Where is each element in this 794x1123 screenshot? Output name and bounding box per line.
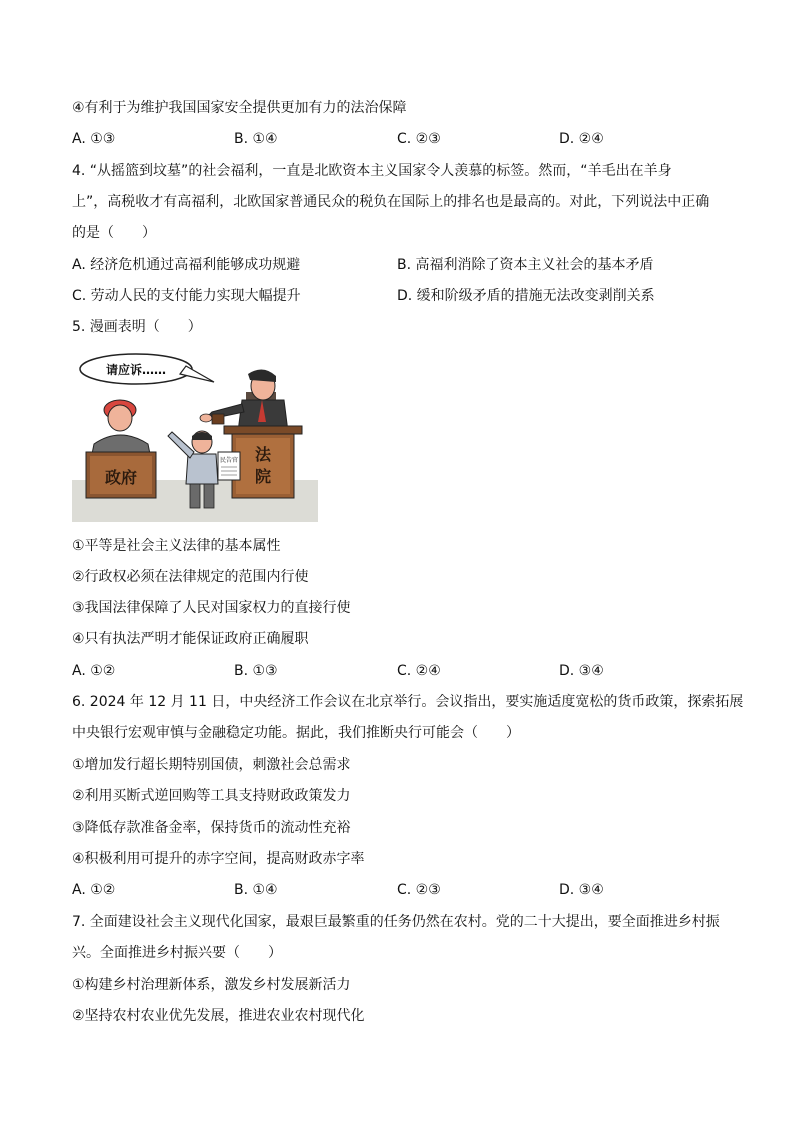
q6-option-b[interactable]: B. ①④	[234, 882, 278, 898]
court-label-line-1: 法	[254, 445, 272, 464]
q4-stem-line-3: 的是（ ）	[72, 225, 156, 241]
q5-item-2: ②行政权必须在法律规定的范围内行使	[72, 569, 309, 585]
q4-options-row-1	[72, 255, 732, 275]
q5-option-a[interactable]: A. ①②	[72, 663, 116, 679]
government-label: 政府	[104, 468, 138, 487]
q5-item-4: ④只有执法严明才能保证政府正确履职	[72, 631, 309, 647]
q6-option-c[interactable]: C. ②③	[397, 882, 441, 898]
q3-option-b[interactable]: B. ①④	[234, 131, 278, 147]
q4-option-c[interactable]: C. 劳动人民的支付能力实现大幅提升	[72, 288, 301, 304]
q5-item-3: ③我国法律保障了人民对国家权力的直接行使	[72, 600, 351, 616]
q6-item-4: ④积极利用可提升的赤字空间，提高财政赤字率	[72, 851, 365, 867]
q4-stem-line-2: 上”，高税收才有高福利，北欧国家普通民众的税负在国际上的排名也是最高的。对此，下列说法中正确	[72, 194, 710, 210]
q5-option-b[interactable]: B. ①③	[234, 663, 278, 679]
q7-stem-line-1: 7. 全面建设社会主义现代化国家，最艰巨最繁重的任务仍然在农村。党的二十大提出，要全面推进乡村振	[72, 914, 720, 930]
q5-options	[72, 661, 732, 681]
court-label-line-2: 院	[254, 467, 272, 486]
q7-item-1: ①构建乡村治理新体系，激发乡村发展新活力	[72, 977, 351, 993]
q6-item-1: ①增加发行超长期特别国债，刺激社会总需求	[72, 757, 351, 773]
q3-option-c[interactable]: C. ②③	[397, 131, 441, 147]
speech-text: 请应诉……	[105, 363, 167, 377]
q3-option-a[interactable]: A. ①③	[72, 131, 116, 147]
q6-option-d[interactable]: D. ③④	[559, 882, 604, 898]
q7-stem-line-2: 兴。全面推进乡村振兴要（ ）	[72, 945, 282, 961]
q6-item-2: ②利用买断式逆回购等工具支持财政政策发力	[72, 788, 351, 804]
q7-item-2: ②坚持农村农业优先发展，推进农业农村现代化	[72, 1008, 365, 1024]
q4-options-row-2	[72, 286, 732, 306]
q6-options	[72, 880, 732, 900]
q5-item-1: ①平等是社会主义法律的基本属性	[72, 538, 281, 554]
q5-option-c[interactable]: C. ②④	[397, 663, 441, 679]
q6-stem-line-2: 中央银行宏观审慎与金融稳定功能。据此，我们推断央行可能会（ ）	[72, 725, 520, 741]
paper-label: 民告官	[219, 457, 239, 464]
q3-options	[72, 129, 732, 149]
q4-option-b[interactable]: B. 高福利消除了资本主义社会的基本矛盾	[397, 257, 654, 273]
q5-cartoon-illustration	[72, 352, 318, 522]
q4-option-a[interactable]: A. 经济危机通过高福利能够成功规避	[72, 257, 301, 273]
q5-option-d[interactable]: D. ③④	[559, 663, 604, 679]
q4-stem-line-1: 4. “从摇篮到坟墓”的社会福利，一直是北欧资本主义国家令人羡慕的标签。然而，“羊毛出在羊身	[72, 163, 672, 179]
q3-item-4: ④有利于为维护我国国家安全提供更加有力的法治保障	[72, 100, 407, 116]
q5-stem: 5. 漫画表明（ ）	[72, 319, 202, 335]
government-desk	[86, 452, 156, 498]
q6-option-a[interactable]: A. ①②	[72, 882, 116, 898]
q3-option-d[interactable]: D. ②④	[559, 131, 604, 147]
q6-stem-line-1: 6. 2024 年 12 月 11 日，中央经济工作会议在北京举行。会议指出，要实施适度宽松的货币政策，探索拓展	[72, 694, 744, 710]
q6-item-3: ③降低存款准备金率，保持货币的流动性充裕	[72, 820, 351, 836]
q4-option-d[interactable]: D. 缓和阶级矛盾的措施无法改变剥削关系	[397, 288, 655, 304]
